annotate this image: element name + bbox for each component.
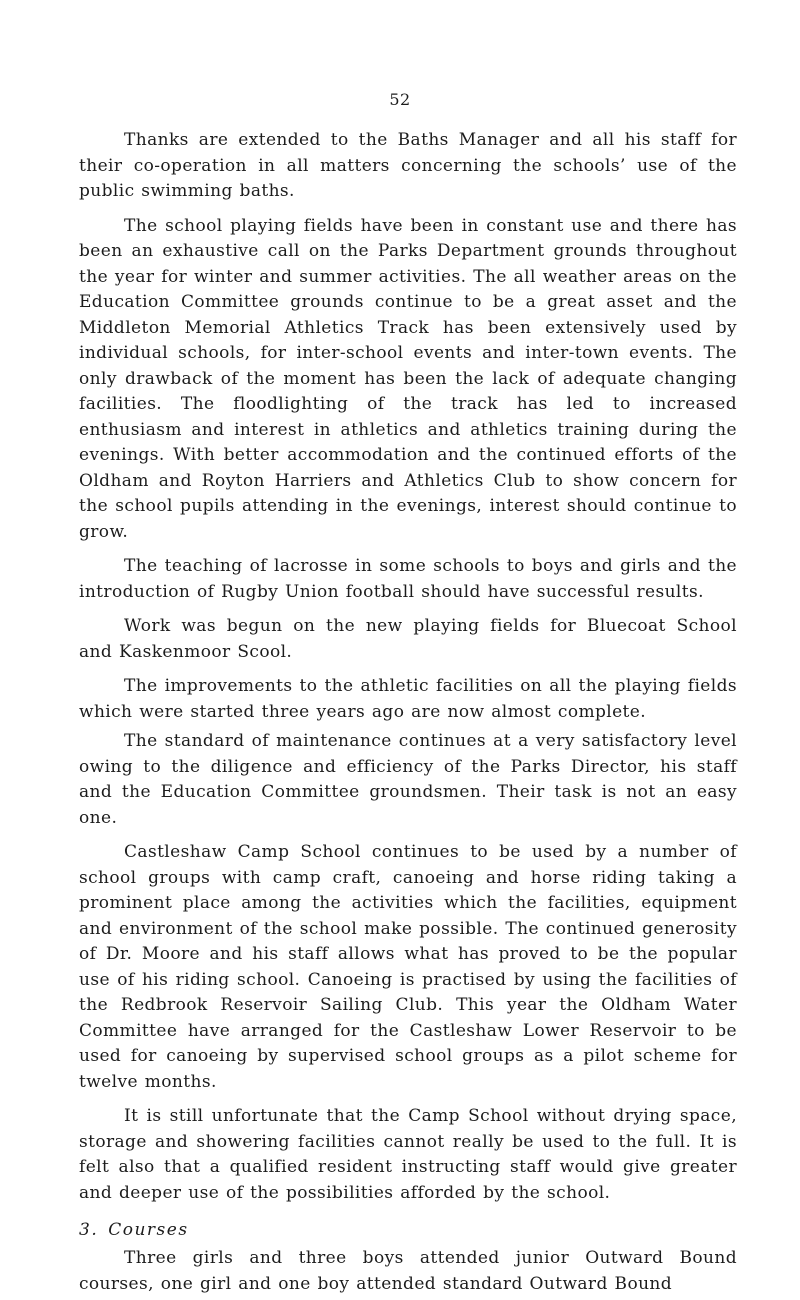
paragraph-playing-fields: The school playing fields have been in constant use and there has been an exhaustive call on the Parks Department grounds throughout the year for winter and summer activities. The all weather areas on the Education Committee grounds continue to be a great asset and the Middleton Memorial Athletics Track has been extensively used by individual schools, for inter-school events and inter-town events. The only drawback of the moment has been the lack of adequate changing facilities. The floodlighting of the track has led to increased enthusiasm and interest in athletics and athletics training during the evenings. With better accommodation and the continued efforts of the Oldham and Royton Harriers and Athletics Club to show concern for the school pupils attending in the evenings, interest should continue to grow. [79,215,737,542]
paragraph-maintenance: The standard of maintenance continues at a very satisfactory level owing to the diligence and efficiency of the Parks Director, his staff and the Education Committee groundsmen. Their task is not an easy one. [79,731,737,828]
paragraph-courses: Three girls and three boys attended junior Outward Bound courses, one girl and one boy attended standard Outward Bound [79,1248,737,1294]
paragraph-lacrosse-rugby: The teaching of lacrosse in some schools to boys and girls and the introduction of Rugby Union football should have successful results. [79,556,737,602]
page-body [79,128,737,1297]
paragraph-athletic-improvements: The improvements to the athletic facilities on all the playing fields which were started three years ago are now almost complete. [79,676,737,722]
page-number: 52 [389,90,411,109]
section-title: Courses [108,1220,189,1240]
section-number: 3. [79,1220,99,1240]
section-heading-courses [79,1218,737,1243]
paragraph-new-playing-fields: Work was begun on the new playing fields for Bluecoat School and Kaskenmoor Scool. [79,616,737,662]
paragraph-castleshaw-camp: Castleshaw Camp School continues to be used by a number of school groups with camp craft, canoeing and horse riding taking a prominent place among the activities which the facilities, equipment and environment of the school make possible. The continued generosity of Dr. Moore and his staff allows what has proved to be the popular use of his riding school. Canoeing is practised by using the facilities of the Redbrook Reservoir Sailing Club. This year the Oldham Water Committee have arranged for the Castleshaw Lower Reservoir to be used for canoeing by supervised school groups as a pilot scheme for twelve months. [79,842,737,1092]
paragraph-camp-facilities: It is still unfortunate that the Camp School without drying space, storage and showering facilities cannot really be used to the full. It is felt also that a qualified resident instructing staff would give greater and deeper use of the possibilities afforded by the school. [79,1106,737,1203]
paragraph-baths-thanks: Thanks are extended to the Baths Manager and all his staff for their co-operation in all matters concerning the schools’ use of the public swimming baths. [79,130,737,201]
